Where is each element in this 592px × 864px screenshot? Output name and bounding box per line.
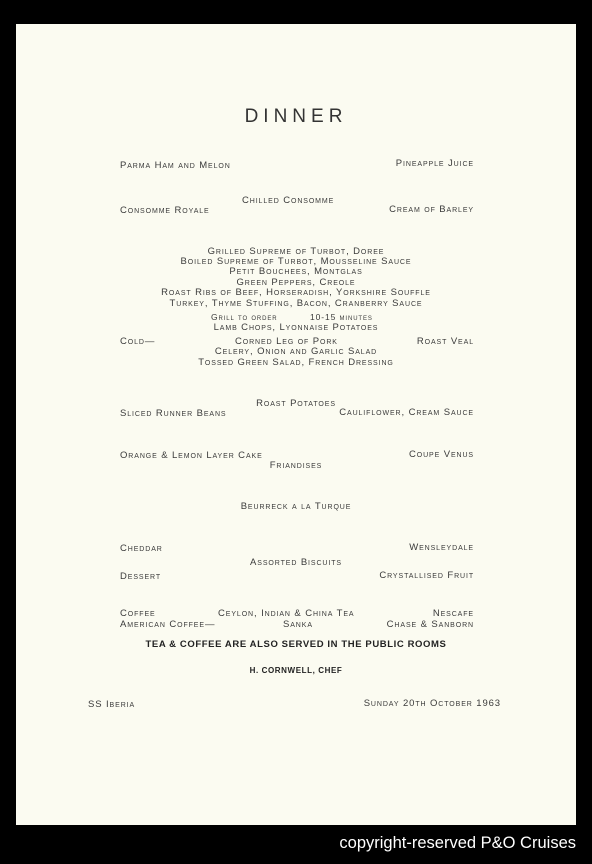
ship-name: SS Iberia (88, 699, 136, 710)
cheese-right: Wensleydale (409, 542, 474, 553)
vegetable-left: Sliced Runner Beans (120, 408, 227, 419)
menu-title: DINNER (244, 106, 348, 127)
main-dish: Roast Ribs of Beef, Horseradish, Yorkshire Souffle (161, 287, 431, 298)
main-dish: Turkey, Thyme Stuffing, Bacon, Cranberry Sauce (169, 298, 423, 309)
vegetable-right: Cauliflower, Cream Sauce (339, 407, 474, 418)
soup-center: Chilled Consomme (242, 195, 335, 206)
main-dish: Boiled Supreme of Turbot, Mousseline Sauce (180, 256, 412, 267)
dessert-right: Crystallised Fruit (379, 570, 474, 581)
cheese-left: Cheddar (120, 543, 163, 554)
main-dish: Petit Bouchees, Montglas (229, 266, 363, 277)
salad: Celery, Onion and Garlic Salad (214, 346, 378, 357)
main-dish: Grilled Supreme of Turbot, Doree (207, 246, 385, 257)
cheese-center: Assorted Biscuits (250, 557, 342, 568)
dessert-left: Dessert (120, 571, 162, 582)
salad: Tossed Green Salad, French Dressing (198, 357, 394, 368)
beverage-coffee: Coffee (120, 608, 156, 619)
vegetable-center: Roast Potatoes (256, 398, 336, 409)
grill-dish: Lamb Chops, Lyonnaise Potatoes (213, 322, 379, 333)
starter-left: Parma Ham and Melon (120, 160, 231, 171)
main-dish: Green Peppers, Creole (236, 277, 356, 288)
beverage-chase-sanborn: Chase & Sanborn (386, 619, 474, 630)
public-rooms-notice: TEA & COFFEE ARE ALSO SERVED IN THE PUBLIC ROOMS (145, 639, 447, 650)
copyright-notice: copyright-reserved P&O Cruises (339, 834, 576, 852)
sweet-left: Orange & Lemon Layer Cake (120, 450, 263, 461)
sweet-right: Coupe Venus (408, 449, 474, 460)
grill-label: Grill to order (211, 312, 278, 322)
beverage-american-coffee: American Coffee— (120, 619, 216, 630)
grill-time: 10-15 minutes (310, 312, 373, 322)
chef-signature: H. CORNWELL, CHEF (249, 666, 343, 675)
savoury: Beurreck a la Turque (240, 501, 352, 512)
soup-right: Cream of Barley (389, 204, 474, 215)
menu-card (16, 24, 576, 825)
beverage-tea: Ceylon, Indian & China Tea (218, 608, 355, 619)
sweet-center: Friandises (269, 460, 323, 471)
soup-left: Consomme Royale (120, 205, 210, 216)
starter-right: Pineapple Juice (395, 158, 474, 169)
beverage-sanka: Sanka (283, 619, 313, 630)
beverage-nescafe: Nescafe (432, 608, 474, 619)
cold-dish: Corned Leg of Pork (235, 336, 338, 347)
cold-dish: Roast Veal (416, 336, 474, 347)
cold-label: Cold— (120, 336, 156, 347)
menu-date: Sunday 20th October 1963 (363, 698, 501, 709)
